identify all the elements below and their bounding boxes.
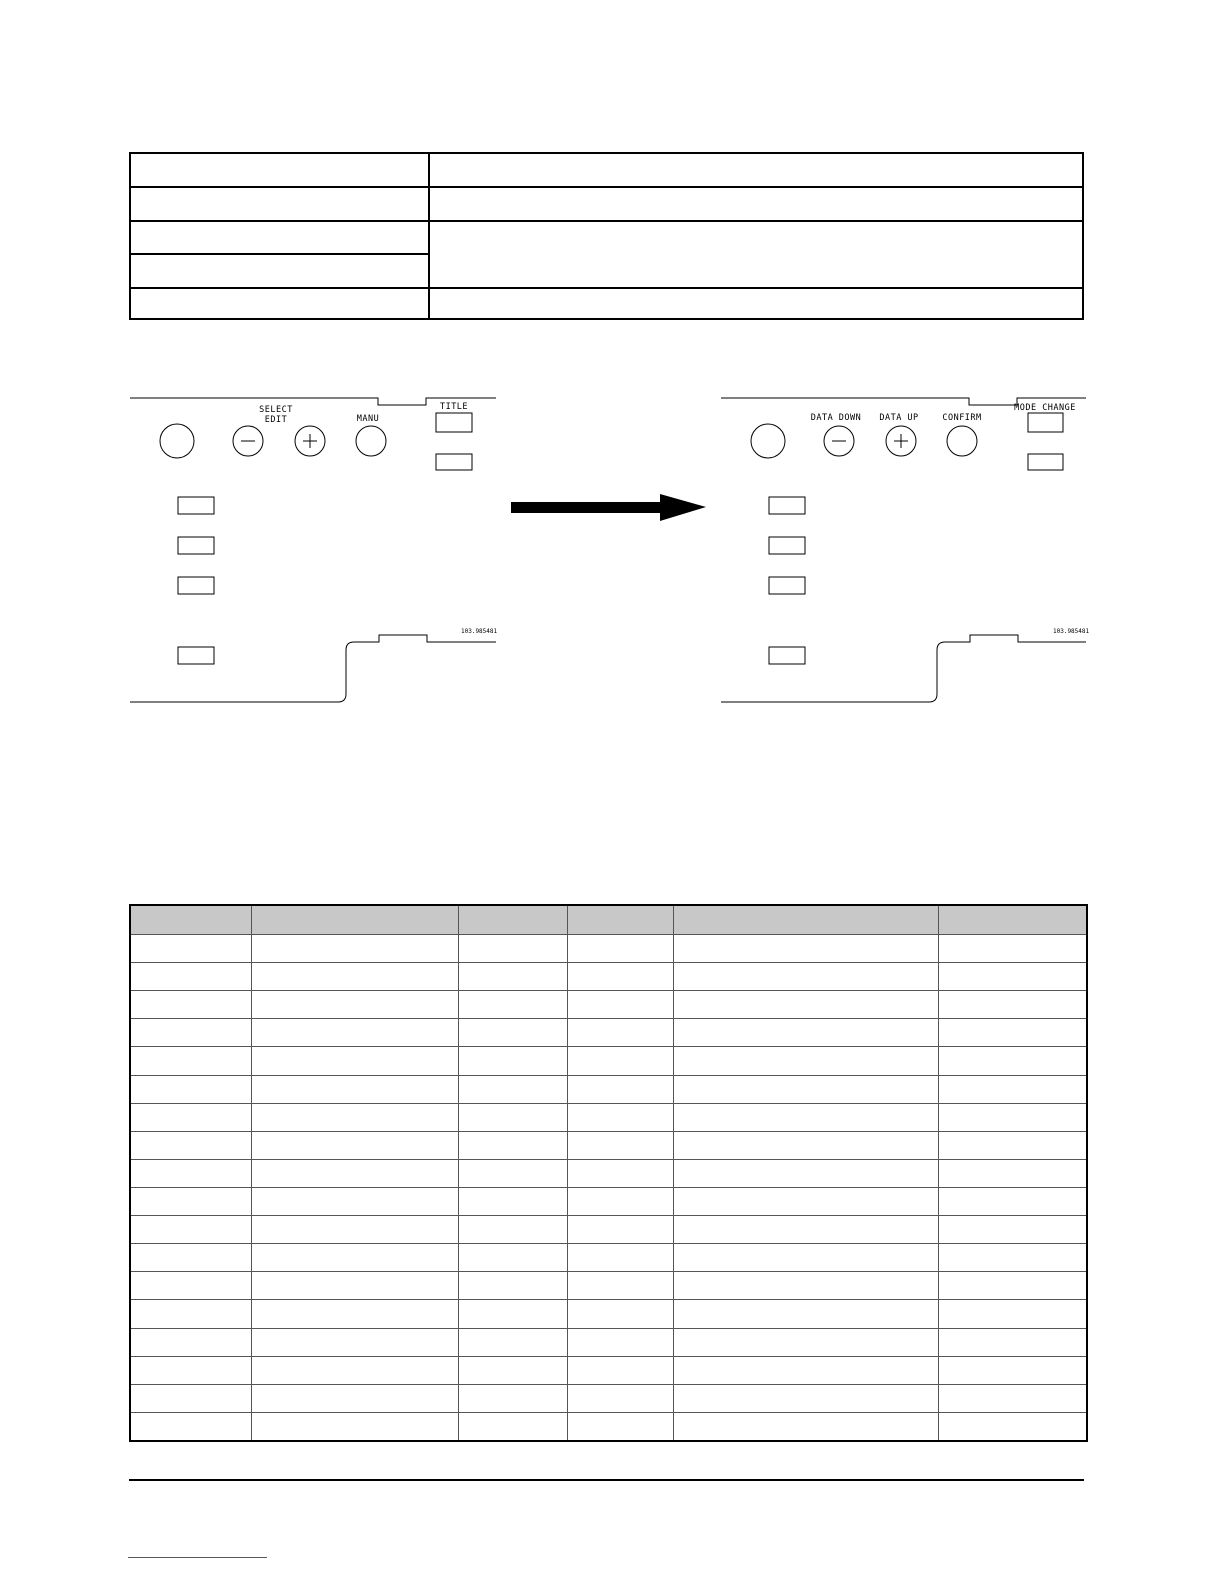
- left-control-panel-diagram: [130, 380, 510, 715]
- table-cell: [567, 1159, 673, 1187]
- top-table: [129, 152, 1084, 320]
- bottom-table: [129, 904, 1088, 1442]
- top-table-row-divider: [131, 253, 429, 255]
- title-label: TITLE: [439, 402, 469, 412]
- table-row: [130, 963, 1087, 991]
- table-cell: [458, 1131, 567, 1159]
- right-panel-drawing: [721, 380, 1101, 715]
- table-cell: [251, 1412, 458, 1441]
- table-cell: [130, 935, 251, 963]
- table-cell: [567, 1272, 673, 1300]
- table-cell: [458, 1328, 567, 1356]
- header-cell: [458, 905, 567, 935]
- table-cell: [251, 1356, 458, 1384]
- table-cell: [458, 991, 567, 1019]
- table-cell: [938, 963, 1087, 991]
- table-row: [130, 1019, 1087, 1047]
- table-cell: [938, 1384, 1087, 1412]
- manu-label: MANU: [356, 414, 380, 424]
- table-cell: [458, 1187, 567, 1215]
- table-cell: [130, 1075, 251, 1103]
- table-cell: [938, 1412, 1087, 1441]
- table-cell: [251, 1328, 458, 1356]
- table-cell: [673, 1159, 938, 1187]
- table-cell: [567, 1075, 673, 1103]
- table-cell: [251, 991, 458, 1019]
- table-cell: [938, 1216, 1087, 1244]
- table-cell: [938, 1159, 1087, 1187]
- top-table-column-divider: [428, 154, 430, 318]
- table-cell: [567, 935, 673, 963]
- table-cell: [938, 1187, 1087, 1215]
- table-row: [130, 1075, 1087, 1103]
- right-control-panel-diagram: [721, 380, 1101, 715]
- table-cell: [673, 935, 938, 963]
- table-cell: [673, 1384, 938, 1412]
- table-row: [130, 1356, 1087, 1384]
- top-table-row-divider: [131, 220, 1082, 222]
- table-cell: [130, 1047, 251, 1075]
- footer-rule: [129, 1479, 1084, 1481]
- table-cell: [130, 1159, 251, 1187]
- table-cell: [251, 1300, 458, 1328]
- table-cell: [567, 963, 673, 991]
- table-cell: [567, 1300, 673, 1328]
- table-cell: [673, 1272, 938, 1300]
- table-cell: [567, 1328, 673, 1356]
- header-cell: [567, 905, 673, 935]
- table-cell: [567, 1103, 673, 1131]
- table-cell: [938, 1131, 1087, 1159]
- table-cell: [130, 1384, 251, 1412]
- table-cell: [251, 1384, 458, 1412]
- select-label: SELECT: [259, 405, 293, 415]
- table-cell: [251, 1075, 458, 1103]
- table-row: [130, 1412, 1087, 1441]
- part-code: 103.985481: [461, 628, 498, 635]
- table-cell: [458, 1159, 567, 1187]
- table-cell: [130, 1131, 251, 1159]
- table-cell: [251, 1244, 458, 1272]
- table-cell: [251, 1216, 458, 1244]
- table-cell: [673, 1216, 938, 1244]
- table-cell: [938, 1272, 1087, 1300]
- table-cell: [673, 1244, 938, 1272]
- table-cell: [458, 1103, 567, 1131]
- table-row: [130, 1047, 1087, 1075]
- table-cell: [567, 991, 673, 1019]
- table-cell: [567, 1047, 673, 1075]
- table-cell: [567, 1244, 673, 1272]
- table-cell: [458, 1412, 567, 1441]
- table-cell: [130, 963, 251, 991]
- table-cell: [458, 963, 567, 991]
- table-cell: [567, 1412, 673, 1441]
- table-cell: [567, 1131, 673, 1159]
- table-cell: [673, 1412, 938, 1441]
- table-cell: [458, 935, 567, 963]
- data-up-label: DATA UP: [879, 413, 919, 423]
- table-cell: [130, 1103, 251, 1131]
- table-cell: [251, 1047, 458, 1075]
- table-cell: [251, 1103, 458, 1131]
- table-body: [130, 935, 1087, 1442]
- table-row: [130, 1216, 1087, 1244]
- table-cell: [938, 1300, 1087, 1328]
- header-cell: [938, 905, 1087, 935]
- table-cell: [938, 1328, 1087, 1356]
- table-cell: [458, 1300, 567, 1328]
- edit-label: EDIT: [264, 415, 288, 425]
- table-cell: [251, 1159, 458, 1187]
- header-cell: [251, 905, 458, 935]
- right-main-knob: [751, 424, 785, 458]
- table-row: [130, 1272, 1087, 1300]
- mode-change-label: MODE CHANGE: [1014, 403, 1076, 413]
- top-table-row-divider: [131, 287, 1082, 289]
- link-underline: [128, 1557, 267, 1558]
- table-cell: [938, 1244, 1087, 1272]
- table-cell: [567, 1384, 673, 1412]
- table-cell: [130, 1244, 251, 1272]
- table-cell: [938, 1047, 1087, 1075]
- table-cell: [458, 1384, 567, 1412]
- confirm-label: CONFIRM: [942, 413, 982, 423]
- table-cell: [673, 991, 938, 1019]
- table-cell: [458, 1047, 567, 1075]
- table-cell: [458, 1216, 567, 1244]
- table-cell: [130, 1187, 251, 1215]
- table-row: [130, 1103, 1087, 1131]
- table-cell: [130, 1019, 251, 1047]
- table-cell: [567, 1356, 673, 1384]
- table-cell: [251, 1131, 458, 1159]
- right-arrow-icon: [510, 488, 710, 528]
- table-cell: [567, 1019, 673, 1047]
- table-cell: [458, 1019, 567, 1047]
- table-cell: [458, 1244, 567, 1272]
- table-cell: [251, 963, 458, 991]
- table-cell: [251, 935, 458, 963]
- table-cell: [130, 1300, 251, 1328]
- table-cell: [938, 1356, 1087, 1384]
- table-cell: [673, 1103, 938, 1131]
- table-cell: [673, 1075, 938, 1103]
- table-cell: [938, 1019, 1087, 1047]
- table-row: [130, 1187, 1087, 1215]
- table-cell: [130, 1328, 251, 1356]
- table-header-row: [130, 905, 1087, 935]
- table-cell: [673, 1356, 938, 1384]
- table-cell: [458, 1272, 567, 1300]
- right-confirm-button: [947, 426, 977, 456]
- table-cell: [673, 1019, 938, 1047]
- data-down-label: DATA DOWN: [810, 413, 862, 423]
- table-cell: [130, 991, 251, 1019]
- header-cell: [130, 905, 251, 935]
- table-row: [130, 1159, 1087, 1187]
- table-cell: [251, 1272, 458, 1300]
- table-cell: [130, 1272, 251, 1300]
- table-row: [130, 1244, 1087, 1272]
- table-cell: [938, 1103, 1087, 1131]
- table-cell: [673, 1047, 938, 1075]
- table-row: [130, 935, 1087, 963]
- table-cell: [130, 1356, 251, 1384]
- table-cell: [673, 1187, 938, 1215]
- table-row: [130, 1131, 1087, 1159]
- table-row: [130, 991, 1087, 1019]
- table-row: [130, 1384, 1087, 1412]
- table-cell: [938, 991, 1087, 1019]
- table-cell: [458, 1356, 567, 1384]
- left-panel-drawing: [130, 380, 510, 715]
- table-cell: [673, 1328, 938, 1356]
- table-cell: [458, 1075, 567, 1103]
- table-cell: [130, 1412, 251, 1441]
- top-table-row-divider: [131, 186, 1082, 188]
- table-cell: [567, 1216, 673, 1244]
- table-cell: [251, 1019, 458, 1047]
- left-main-knob: [160, 424, 194, 458]
- table-cell: [673, 1300, 938, 1328]
- table-row: [130, 1328, 1087, 1356]
- left-manu-button: [356, 426, 386, 456]
- table-cell: [938, 1075, 1087, 1103]
- table-cell: [130, 1216, 251, 1244]
- table-cell: [567, 1187, 673, 1215]
- table-cell: [251, 1187, 458, 1215]
- header-cell: [673, 905, 938, 935]
- table-row: [130, 1300, 1087, 1328]
- table-cell: [938, 935, 1087, 963]
- table-cell: [673, 1131, 938, 1159]
- table-cell: [673, 963, 938, 991]
- part-code: 103.985481: [1053, 628, 1090, 635]
